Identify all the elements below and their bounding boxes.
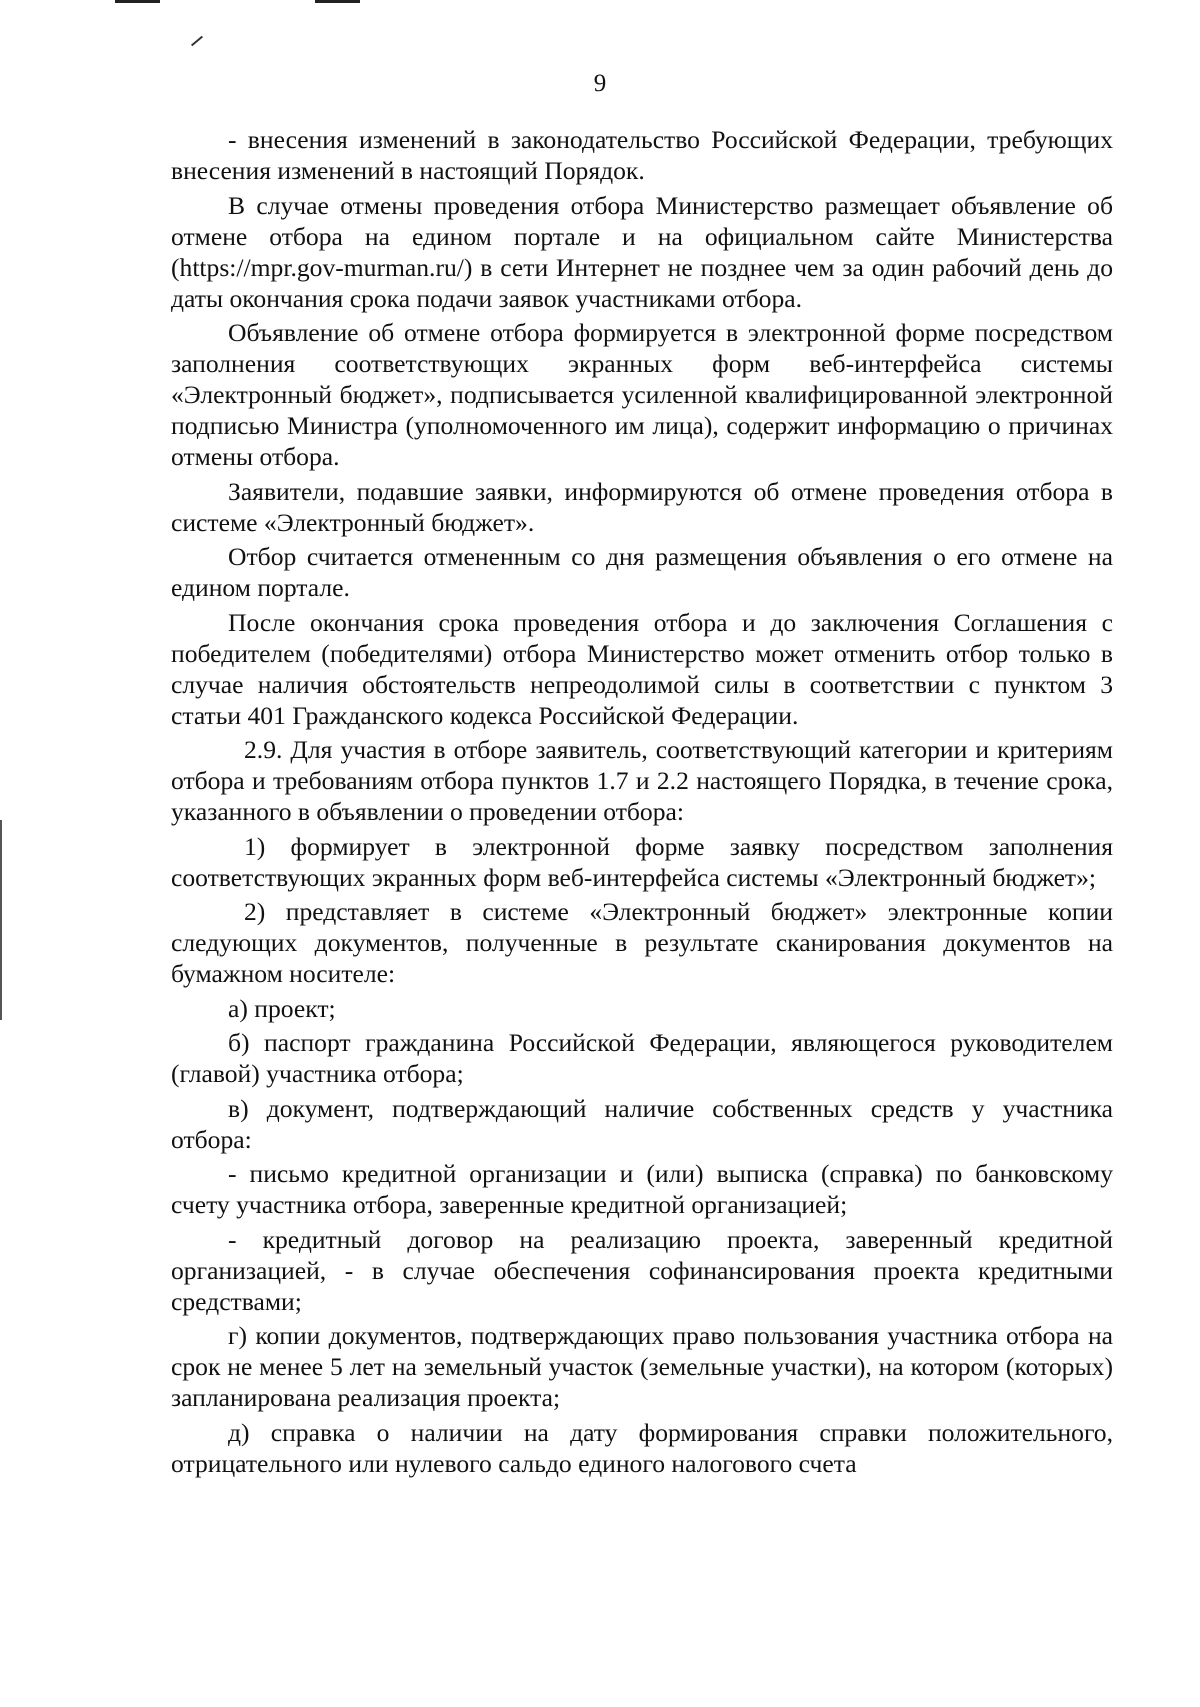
paragraph: Отбор считается отмененным со дня размещения объявления о его отмене на едином портале. — [171, 542, 1113, 602]
paragraph: - кредитный договор на реализацию проекта, заверенный кредитной организацией, - в случае обеспечения софинансирования проекта кредитными средствами; — [171, 1224, 1113, 1316]
paragraph: 2) представляет в системе «Электронный бюджет» электронные копии следующих документов, полученные в результате сканирования документов на бумажном носителе: — [171, 897, 1113, 988]
paragraph: в) документ, подтверждающий наличие собственных средств у участника отбора: — [171, 1093, 1113, 1154]
paragraph: 1) формирует в электронной форме заявку посредством заполнения соответствующих экранных форм веб-интерфейса системы «Электронный бюджет»; — [171, 831, 1113, 892]
scan-edge-mark — [315, 0, 360, 3]
paragraph: д) справка о наличии на дату формирования справки положительного, отрицательного или нулевого сальдо единого налогового счета — [171, 1417, 1113, 1478]
scan-edge-mark — [0, 820, 2, 1020]
paragraph: а) проект; — [228, 993, 336, 1023]
pen-mark — [191, 36, 203, 47]
paragraph: В случае отмены проведения отбора Министерство размещает объявление об отмене отбора на едином портале и на официальном сайте Министерства (https://mpr.gov-murman.ru/) в сети Интернет не позднее чем за один рабочий день до даты окончания срока подачи заявок участниками отбора. — [171, 190, 1113, 313]
scan-edge-mark — [115, 0, 160, 3]
paragraph: - письмо кредитной организации и (или) выписка (справка) по банковскому счету участника отбора, заверенные кредитной организацией; — [171, 1159, 1113, 1219]
paragraph: После окончания срока проведения отбора и до заключения Соглашения с победителем (победителями) отбора Министерство может отменить отбор только в случае наличия обстоятельств непреодолимой силы в соответствии с пунктом 3 статьи 401 Гражданского кодекса Российской Федерации. — [171, 607, 1113, 730]
paragraph: б) паспорт гражданина Российской Федерации, являющегося руководителем (главой) участника отбора; — [171, 1028, 1113, 1088]
paragraph: - внесения изменений в законодательство Российской Федерации, требующих внесения изменений в настоящий Порядок. — [171, 125, 1113, 185]
paragraph: г) копии документов, подтверждающих право пользования участника отбора на срок не менее 5 лет на земельный участок (земельные участки), на котором (которых) запланирована реализация проекта; — [171, 1321, 1113, 1412]
paragraph: 2.9. Для участия в отборе заявитель, соответствующий категории и критериям отбора и требованиям отбора пунктов 1.7 и 2.2 настоящего Порядка, в течение срока, указанного в объявлении о проведении отбора: — [171, 735, 1113, 826]
document-body — [171, 124, 1113, 1479]
page-number: 9 — [593, 70, 607, 97]
paragraph: Объявление об отмене отбора формируется в электронной форме посредством заполнения соответствующих экранных форм веб-интерфейса системы «Электронный бюджет», подписывается усиленной квалифицированной электронной подписью Министра (уполномоченного им лица), содержит информацию о причинах отмены отбора. — [171, 318, 1113, 471]
paragraph: Заявители, подавшие заявки, информируются об отмене проведения отбора в системе «Электронный бюджет». — [171, 476, 1113, 537]
